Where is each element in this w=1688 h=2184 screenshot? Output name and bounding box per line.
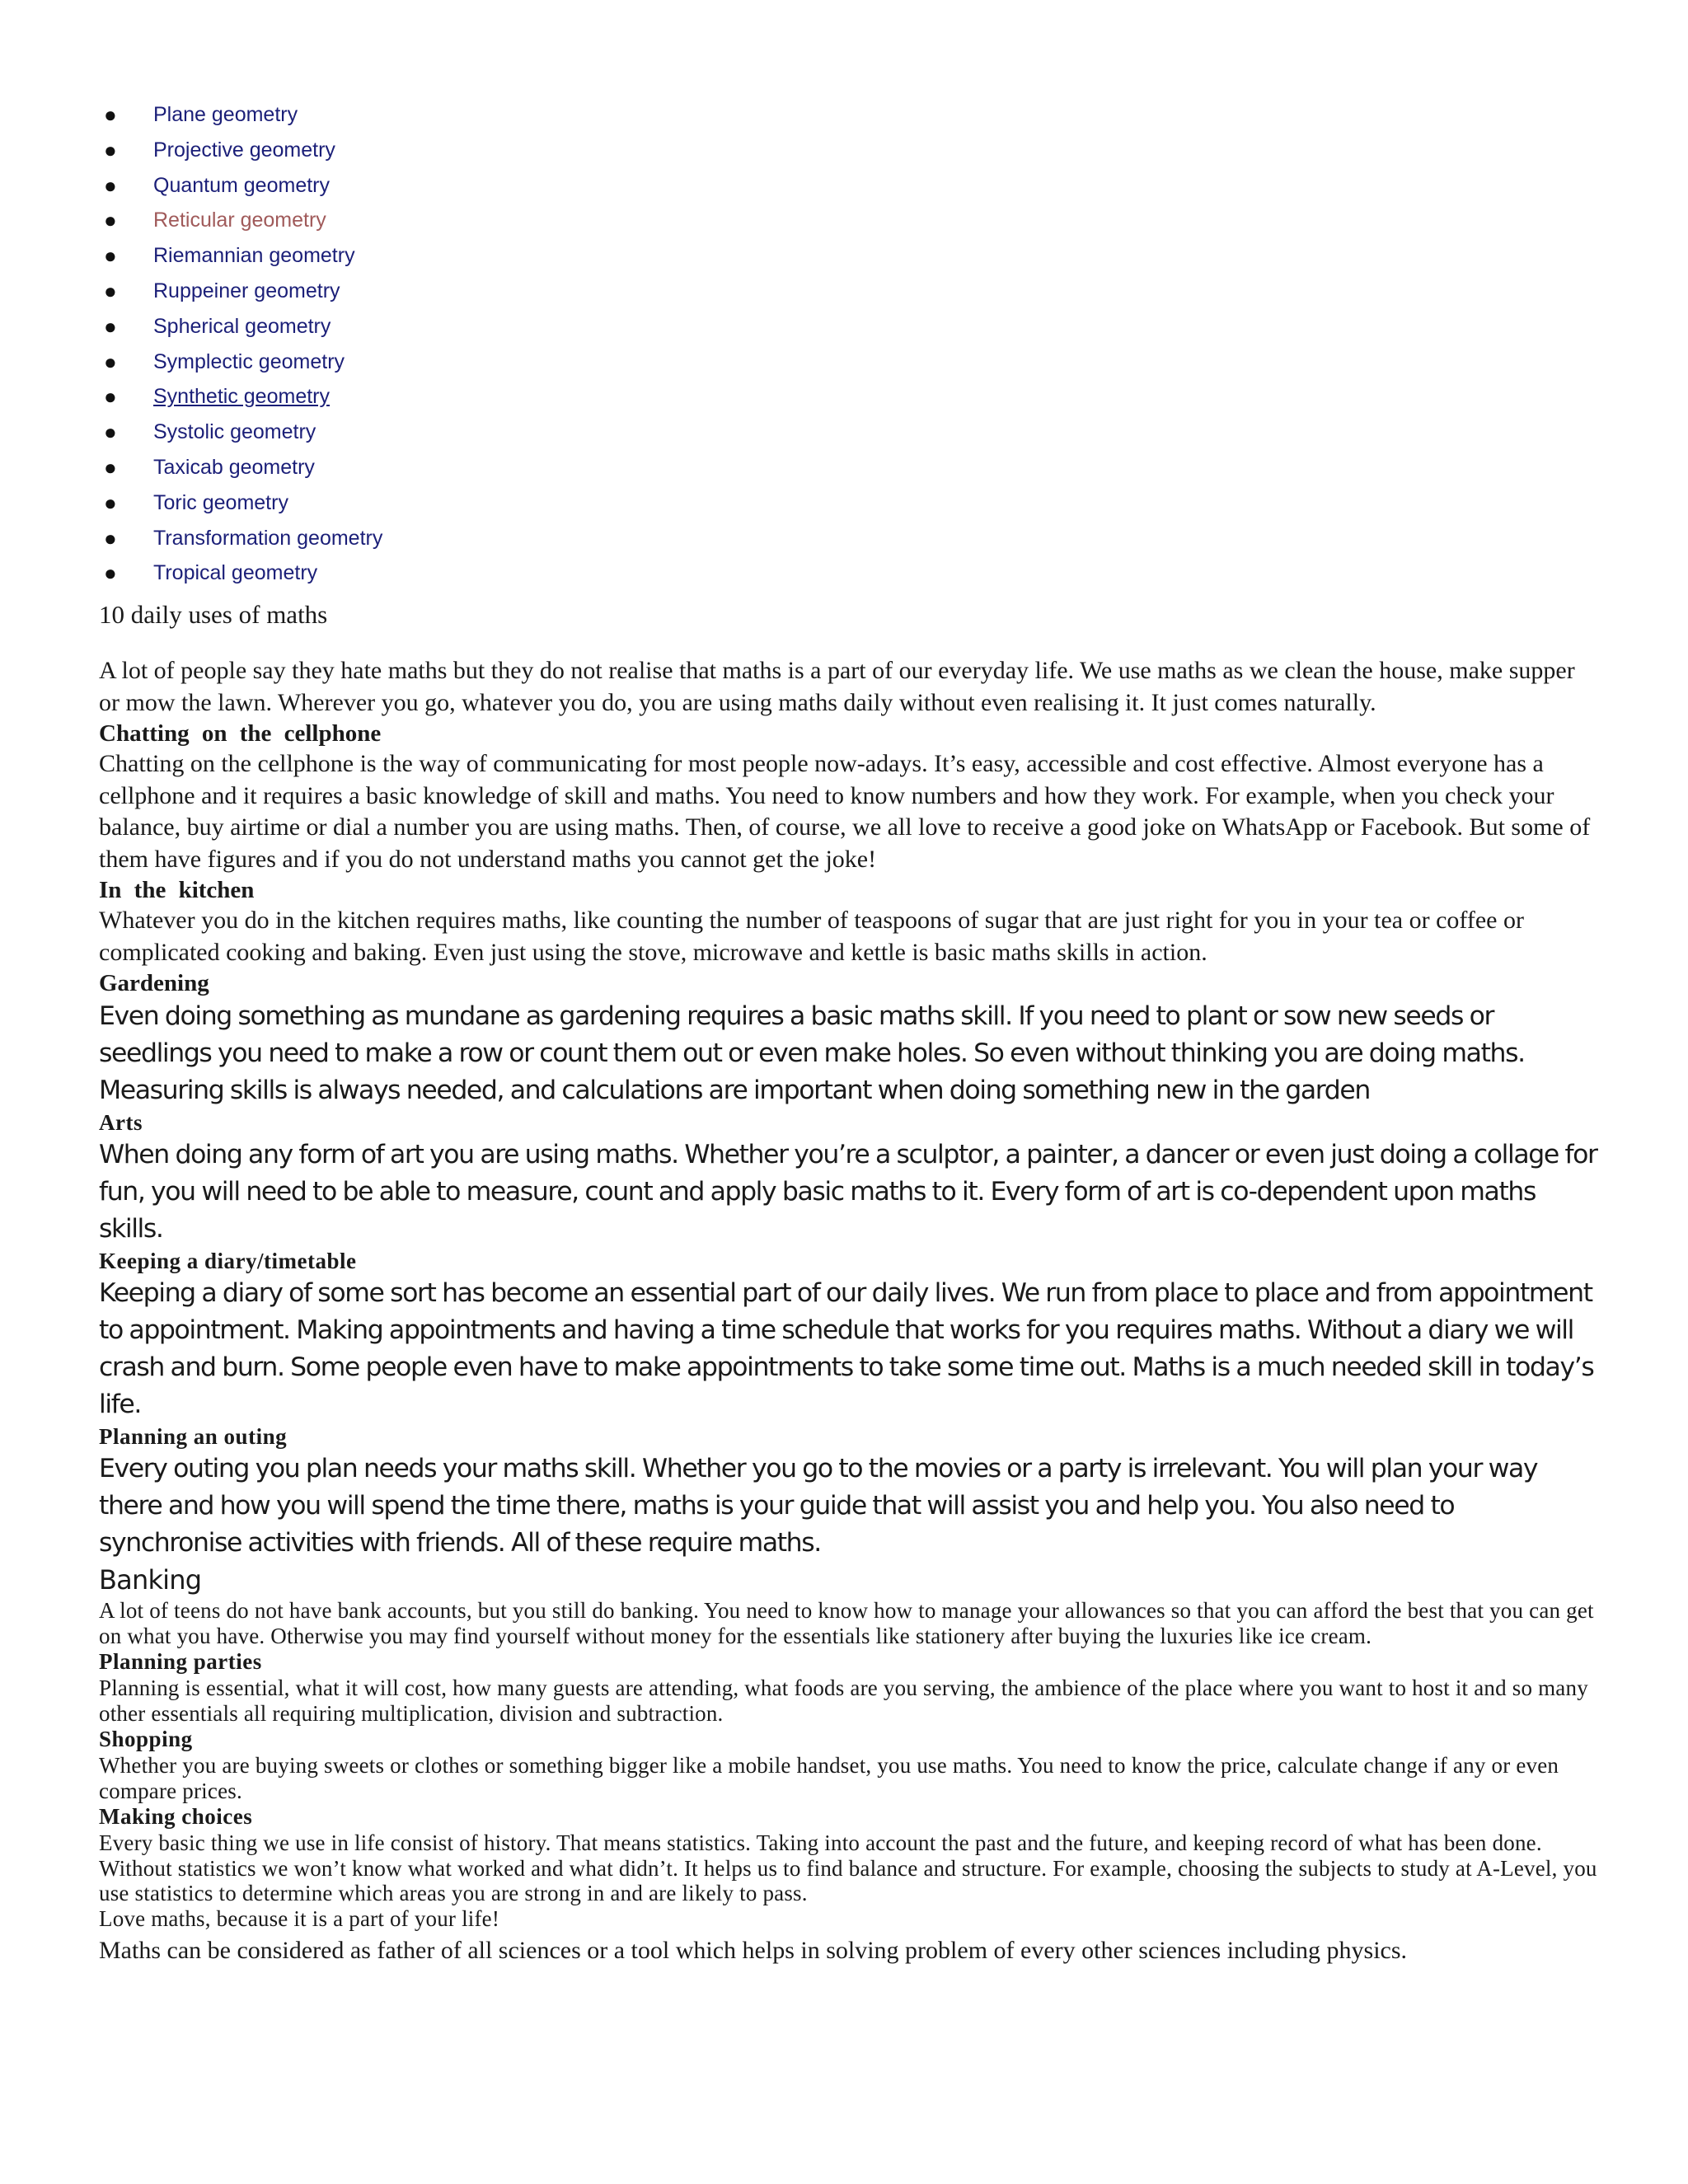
list-item[interactable]: ● Projective geometry bbox=[99, 133, 1599, 168]
list-item[interactable]: ● Transformation geometry bbox=[99, 521, 1599, 556]
bullet-icon: ● bbox=[104, 208, 117, 233]
bullet-icon: ● bbox=[104, 243, 117, 269]
heading-arts: Arts bbox=[99, 1110, 143, 1136]
paragraph-shopping: Whether you are buying sweets or clothes or something bigger like a mobile handset, you use maths. You need to know the price, calculate change if any or even compare prices. bbox=[99, 1753, 1559, 1803]
list-item[interactable]: ● Spherical geometry bbox=[99, 309, 1599, 344]
list-item[interactable]: ● Toric geometry bbox=[99, 485, 1599, 521]
paragraph-choices: Every basic thing we use in life consist of history. That means statistics. Taking into account the past and the future, and keeping record of what has been done. Without statistics we won’t know what worked and what didn’t. It helps us to find balance and structure. For example, choosing the subjects to study at A-Level, you use statistics to determine which areas you are strong in and are likely to pass. bbox=[99, 1830, 1597, 1906]
spacer bbox=[99, 635, 1599, 655]
bullet-icon: ● bbox=[104, 172, 117, 198]
bullet-icon: ● bbox=[104, 419, 117, 445]
list-item[interactable]: ● Quantum geometry bbox=[99, 168, 1599, 204]
closing-line: Love maths, because it is a part of your life! bbox=[99, 1905, 500, 1931]
paragraph-parties: Planning is essential, what it will cost, how many guests are attending, what foods are you serving, the ambience of the place where you want to host it and so many other essentials all requiring multiplication, division and subtraction. bbox=[99, 1675, 1588, 1726]
paragraph-banking: A lot of teens do not have bank accounts, but you still do banking. You need to know how to manage your allowances so that you can afford the best that you can get on what you have. Otherwise you may find yourself without money for the essentials like stationery after buying the luxuries like ice cream. bbox=[99, 1598, 1594, 1648]
paragraph-outing: Every outing you plan needs your maths skill. Whether you go to the movies or a party is irrelevant. You will plan your way there and how you will spend the time there, maths is your guide that will assist you and help you. You also need to synchronise activities with friends. All of these require maths. bbox=[99, 1454, 1538, 1558]
heading-kitchen: In the kitchen bbox=[99, 877, 255, 904]
paragraph-gardening: Even doing something as mundane as gardening requires a basic maths skill. If you need to plant or sow new seeds or seedlings you need to make a row or count them out or even make holes. So even without thinking you are doing maths. Measuring skills is always needed, and calculations are important when doing something new in the garden bbox=[99, 1001, 1525, 1106]
heading-chatting: Chatting on the cellphone bbox=[99, 720, 382, 748]
list-item[interactable]: ● Tropical geometry bbox=[99, 555, 1599, 591]
bullet-icon: ● bbox=[104, 313, 117, 339]
heading-parties: Planning parties bbox=[99, 1649, 262, 1675]
paragraph-kitchen: Whatever you do in the kitchen requires maths, like counting the number of teaspoons of sugar that are just right for you in your tea or coffee or complicated cooking and baking. Even just using the stove, microwave and kettle is basic maths skills in action. bbox=[99, 907, 1524, 966]
list-item[interactable]: ● Taxicab geometry bbox=[99, 450, 1599, 485]
list-item[interactable]: ● Riemannian geometry bbox=[99, 238, 1599, 274]
paragraph-chatting: Chatting on the cellphone is the way of communicating for most people now-adays. It’s easy, accessible and cost effective. Almost everyone has a cellphone and it requires a basic knowledge of skill and maths. You need to know numbers and how they work. For example, when you check your balance, buy airtime or dial a number you are using maths. Then, of course, we all love to receive a good joke on WhatsApp or Facebook. But some of them have figures and if you do not understand maths you cannot get the joke! bbox=[99, 750, 1591, 873]
heading-diary: Keeping a diary/timetable bbox=[99, 1249, 357, 1274]
list-item[interactable]: ● Reticular geometry bbox=[99, 203, 1599, 238]
list-item[interactable]: ● Ruppeiner geometry bbox=[99, 274, 1599, 309]
final-line: Maths can be considered as father of all sciences or a tool which helps in solving problem of every other sciences including physics. bbox=[99, 1937, 1408, 1965]
list-item[interactable]: ● Synthetic geometry bbox=[99, 379, 1599, 415]
bullet-icon: ● bbox=[104, 349, 117, 374]
list-item[interactable]: ● Symplectic geometry bbox=[99, 344, 1599, 380]
paragraph-arts: When doing any form of art you are using maths. Whether you’re a sculptor, a painter, a dancer or even just doing a collage for fun, you will need to be able to measure, count and apply basic maths to it. Every form of art is co-dependent upon maths skills. bbox=[99, 1140, 1597, 1244]
bullet-icon: ● bbox=[104, 490, 117, 515]
list-item[interactable]: ● Plane geometry bbox=[99, 97, 1599, 133]
heading-banking: Banking bbox=[99, 1564, 202, 1596]
bullet-icon: ● bbox=[104, 102, 117, 127]
heading-gardening: Gardening bbox=[99, 970, 209, 997]
document-page bbox=[99, 97, 1599, 1967]
list-item[interactable]: ● Systolic geometry bbox=[99, 415, 1599, 450]
uses-title: 10 daily uses of maths bbox=[99, 600, 328, 630]
bullet-icon: ● bbox=[104, 560, 117, 586]
heading-choices: Making choices bbox=[99, 1804, 253, 1830]
geometry-list bbox=[99, 97, 1599, 591]
bullet-icon: ● bbox=[104, 137, 117, 162]
bullet-icon: ● bbox=[104, 384, 117, 410]
bullet-icon: ● bbox=[104, 454, 117, 480]
bullet-icon: ● bbox=[104, 525, 117, 551]
heading-shopping: Shopping bbox=[99, 1727, 193, 1752]
bullet-icon: ● bbox=[104, 278, 117, 303]
paragraph-diary: Keeping a diary of some sort has become an essential part of our daily lives. We run from place to place and from appointment to appointment. Making appointments and having a time schedule that works for you requires maths. Without a diary we will crash and burn. Some people even have to make appointments to take some time out. Maths is a much needed skill in today’s life. bbox=[99, 1278, 1594, 1420]
intro-paragraph: A lot of people say they hate maths but they do not realise that maths is a part of our everyday life. We use maths as we clean the house, make supper or mow the lawn. Wherever you go, whatever you do, you are using maths daily without even realising it. It just comes naturally. bbox=[99, 657, 1575, 716]
heading-outing: Planning an outing bbox=[99, 1424, 288, 1450]
